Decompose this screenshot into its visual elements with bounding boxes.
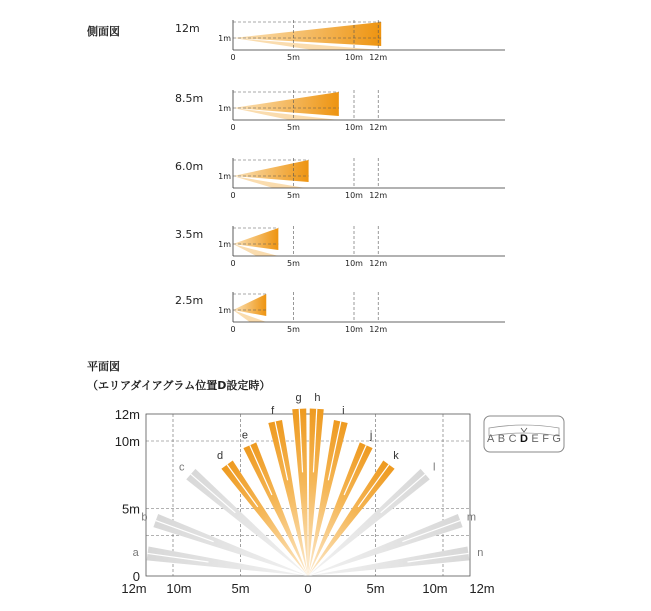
plan-x-label: 12m <box>121 581 147 596</box>
zone-beam-split <box>381 474 426 513</box>
side-row-distance-label: 2.5m <box>175 294 204 307</box>
plan-view-title: 平面図 <box>87 360 120 373</box>
selector-letters <box>487 433 561 445</box>
height-label: 1m <box>218 104 231 113</box>
plan-x-label: 12m <box>469 581 495 596</box>
zone-beam-n <box>308 547 469 576</box>
zone-label-g: g <box>295 391 302 404</box>
plan-y-label: 10m <box>114 434 140 449</box>
zone-label-h: h <box>314 391 321 404</box>
distance-tick-label: 10m <box>345 53 363 62</box>
height-label: 1m <box>218 172 231 181</box>
zone-label-c: c <box>179 461 185 474</box>
selector-letter-e: E <box>531 433 539 445</box>
side-view-title: 側面図 <box>87 25 120 38</box>
zone-beam-split <box>358 465 389 507</box>
plan-view-subtitle: （エリアダイアグラム位置D設定時） <box>87 379 271 392</box>
selector-letter-g: G <box>552 433 561 445</box>
distance-tick-label: 0 <box>230 191 236 200</box>
distance-tick-label: 0 <box>230 259 236 268</box>
height-label: 1m <box>218 34 231 43</box>
zone-label-f: f <box>271 404 275 417</box>
distance-tick-label: 5m <box>287 191 300 200</box>
distance-tick-label: 0 <box>230 123 236 132</box>
zone-beam-a <box>147 547 308 576</box>
distance-tick-label: 5m <box>287 53 300 62</box>
zone-label-b: b <box>141 511 148 524</box>
zone-label-a: a <box>132 546 139 559</box>
plan-y-label: 5m <box>121 501 140 517</box>
zone-label-j: j <box>369 429 373 442</box>
distance-tick-label: 12m <box>369 325 388 334</box>
side-row-distance-label: 8.5m <box>175 92 204 105</box>
distance-tick-label: 12m <box>369 123 388 132</box>
zone-beam-split <box>191 474 236 513</box>
plan-y-label: 0 <box>132 569 140 584</box>
side-row-distance-label: 12m <box>175 22 200 35</box>
distance-tick-label: 0 <box>230 325 236 334</box>
side-row-distance-label: 3.5m <box>175 228 204 241</box>
zone-label-d: d <box>216 449 224 462</box>
selector-letter-a: A <box>487 433 495 445</box>
plan-x-label: 10m <box>166 581 192 596</box>
zone-label-l: l <box>432 461 436 474</box>
area-position-selector <box>483 414 565 454</box>
height-label: 1m <box>218 306 231 315</box>
side-row-distance-label: 6.0m <box>175 160 204 173</box>
zone-beam-split <box>344 445 366 495</box>
plan-x-label: 5m <box>366 581 385 596</box>
zone-beam-split <box>250 445 272 495</box>
zone-beam-split <box>402 521 460 542</box>
zone-beam-split <box>227 465 258 507</box>
distance-tick-label: 10m <box>345 259 363 268</box>
selector-letter-c: C <box>508 433 517 445</box>
distance-tick-label: 5m <box>287 325 300 334</box>
distance-tick-label: 12m <box>369 191 388 200</box>
plan-x-label: 0 <box>304 581 312 596</box>
distance-tick-label: 0 <box>230 53 236 62</box>
distance-tick-label: 10m <box>345 325 363 334</box>
plan-x-label: 10m <box>422 581 448 596</box>
distance-tick-label: 10m <box>345 191 363 200</box>
zone-beam-split <box>156 521 214 542</box>
selector-letter-d: D <box>520 433 528 445</box>
selector-letter-b: B <box>497 433 506 445</box>
distance-tick-label: 10m <box>345 123 363 132</box>
distance-tick-label: 5m <box>287 123 300 132</box>
selector-letter-f: F <box>542 433 549 445</box>
zone-label-m: m <box>466 511 477 524</box>
plan-x-label: 5m <box>231 581 250 596</box>
zone-label-i: i <box>342 404 345 417</box>
distance-tick-label: 12m <box>369 259 388 268</box>
zone-label-e: e <box>241 429 248 442</box>
height-label: 1m <box>218 240 231 249</box>
zone-label-n: n <box>477 546 484 559</box>
plan-y-label: 12m <box>114 407 140 422</box>
distance-tick-label: 5m <box>287 259 300 268</box>
zone-label-k: k <box>393 449 399 462</box>
distance-tick-label: 12m <box>369 53 388 62</box>
